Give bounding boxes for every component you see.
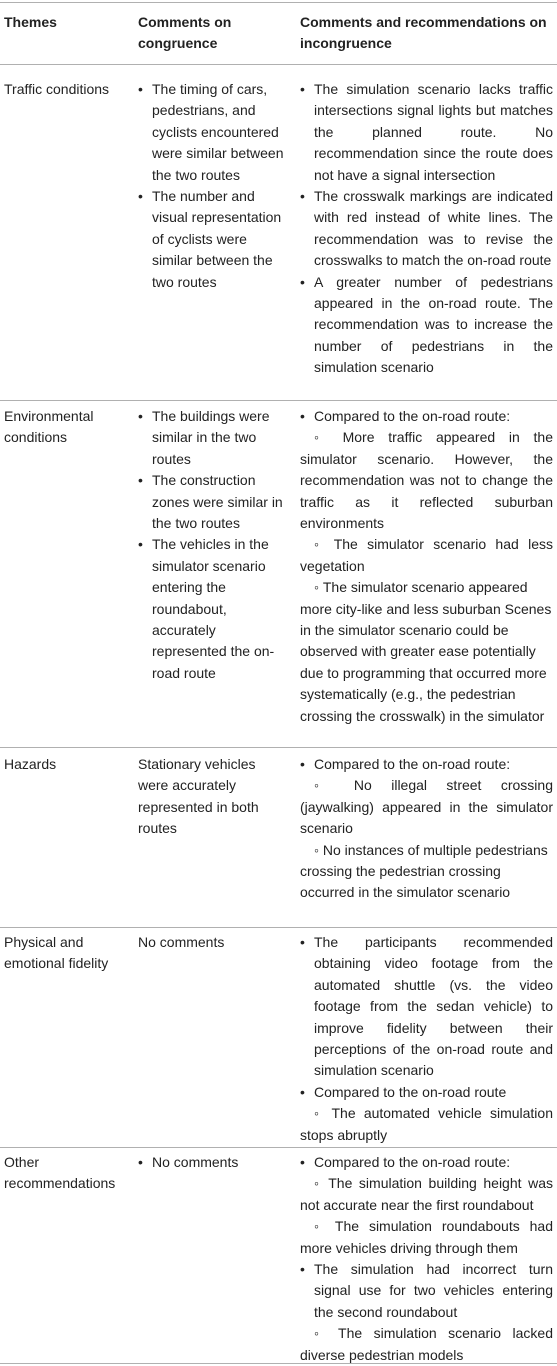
circle-bullet-icon: ◦ bbox=[314, 579, 323, 596]
sub-item-text: The simulation roundabouts had more vehicles driving through them bbox=[300, 1218, 553, 1256]
list-item: • The simulation scenario lacks traffic intersections signal lights but matches the planned route. No recommendation since the route does not have a signal intersection bbox=[300, 79, 553, 186]
sub-item-text: The simulation scenario lacked diverse pedestrian models bbox=[300, 1325, 553, 1363]
sub-item bbox=[300, 1323, 553, 1366]
sub-item bbox=[300, 1103, 553, 1146]
list-item: • The construction zones were similar in the two routes bbox=[138, 470, 290, 534]
circle-bullet-icon: ◦ bbox=[314, 536, 334, 553]
incongruence-cell bbox=[300, 754, 553, 904]
theme-cell: Traffic conditions bbox=[4, 81, 110, 97]
row-rule bbox=[0, 1147, 557, 1148]
circle-bullet-icon: ◦ bbox=[314, 1218, 335, 1235]
row-rule bbox=[0, 747, 557, 748]
sub-item-text: The automated vehicle simulation stops abruptly bbox=[300, 1105, 553, 1143]
sub-item bbox=[300, 534, 553, 577]
list-item: • The number and visual representation of cyclists were similar between the two routes bbox=[138, 186, 290, 293]
header-themes: Themes bbox=[4, 14, 57, 30]
circle-bullet-icon: ◦ bbox=[314, 777, 354, 794]
congruence-cell bbox=[138, 79, 290, 293]
circle-bullet-icon: ◦ bbox=[314, 1175, 329, 1192]
circle-bullet-icon: ◦ bbox=[314, 429, 343, 446]
sub-item-text: The simulation building height was not accurate near the first roundabout bbox=[300, 1175, 553, 1213]
incongruence-cell bbox=[300, 79, 553, 379]
congruence-cell bbox=[138, 1152, 290, 1173]
list-item: • The crosswalk markings are indicated with red instead of white lines. The recommendation was to revise the crosswalks to match the on-road route bbox=[300, 186, 553, 272]
header-incongruence: Comments and recommendations on incongruence bbox=[300, 14, 547, 51]
circle-bullet-icon: ◦ bbox=[314, 1325, 339, 1342]
list-item: • Compared to the on-road route: bbox=[300, 1152, 553, 1173]
incongruence-cell bbox=[300, 932, 553, 1146]
sub-item bbox=[300, 775, 553, 839]
theme-cell: Physical and emotional fidelity bbox=[4, 934, 109, 972]
incongruence-cell bbox=[300, 1152, 553, 1366]
sub-item-text: No illegal street crossing (jaywalking) appeared in the simulator scenario bbox=[300, 777, 553, 837]
header-rule bbox=[0, 64, 557, 65]
sub-item bbox=[300, 1173, 553, 1216]
sub-item bbox=[300, 1216, 553, 1259]
list-item: • No comments bbox=[138, 1152, 290, 1173]
header-congruence: Comments on congruence bbox=[138, 14, 232, 51]
list-item: • A greater number of pedestrians appeared in the on-road route. The recommendation was to increase the number of pedestrians in the simulation scenario bbox=[300, 272, 553, 379]
list-item: • The timing of cars, pedestrians, and cyclists encountered were similar between the two routes bbox=[138, 79, 290, 186]
top-rule bbox=[0, 2, 557, 3]
list-item: • The participants recommended obtaining video footage from the automated shuttle (vs. the video footage from the sedan vehicle) to improve fidelity between their perceptions of the on-road route and simulation scenario bbox=[300, 932, 553, 1082]
list-item: • Compared to the on-road route: bbox=[300, 754, 553, 775]
row-rule bbox=[0, 400, 557, 401]
theme-cell: Other recommendations bbox=[4, 1154, 116, 1192]
row-rule bbox=[0, 927, 557, 928]
list-item: • The buildings were similar in the two routes bbox=[138, 406, 290, 470]
list-item: • The simulation had incorrect turn signal use for two vehicles entering the second roundabout bbox=[300, 1259, 553, 1323]
theme-cell: Hazards bbox=[4, 756, 57, 772]
sub-item bbox=[300, 427, 553, 534]
congruence-cell: No comments bbox=[138, 934, 225, 950]
list-item: • Compared to the on-road route: bbox=[300, 406, 553, 427]
sub-item-text: The simulator scenario appeared more city-like and less suburban Scenes in the simulator scenario could be observed with greater ease potentially due to programming that occurred more systematically (e.g., the pedestrian crossing the crosswalk) in the simulator bbox=[300, 579, 552, 724]
list-item: • The vehicles in the simulator scenario entering the roundabout, accurately represented the on-road route bbox=[138, 534, 290, 684]
sub-item bbox=[300, 577, 553, 727]
sub-item-text: More traffic appeared in the simulator scenario. However, the recommendation was not to change the traffic as it reflected suburban environments bbox=[300, 429, 554, 532]
congruence-cell: Stationary vehicles were accurately represented in both routes bbox=[138, 756, 259, 837]
incongruence-cell bbox=[300, 406, 553, 727]
circle-bullet-icon: ◦ bbox=[314, 1105, 332, 1122]
circle-bullet-icon: ◦ bbox=[314, 841, 323, 858]
list-item: • Compared to the on-road route bbox=[300, 1082, 553, 1103]
congruence-cell bbox=[138, 406, 290, 684]
sub-item-text: No instances of multiple pedestrians crossing the pedestrian crossing occurred in the simulator scenario bbox=[300, 841, 548, 901]
theme-cell: Environmental conditions bbox=[4, 408, 94, 446]
sub-item-text: The simulator scenario had less vegetation bbox=[300, 536, 553, 574]
sub-item bbox=[300, 840, 553, 904]
